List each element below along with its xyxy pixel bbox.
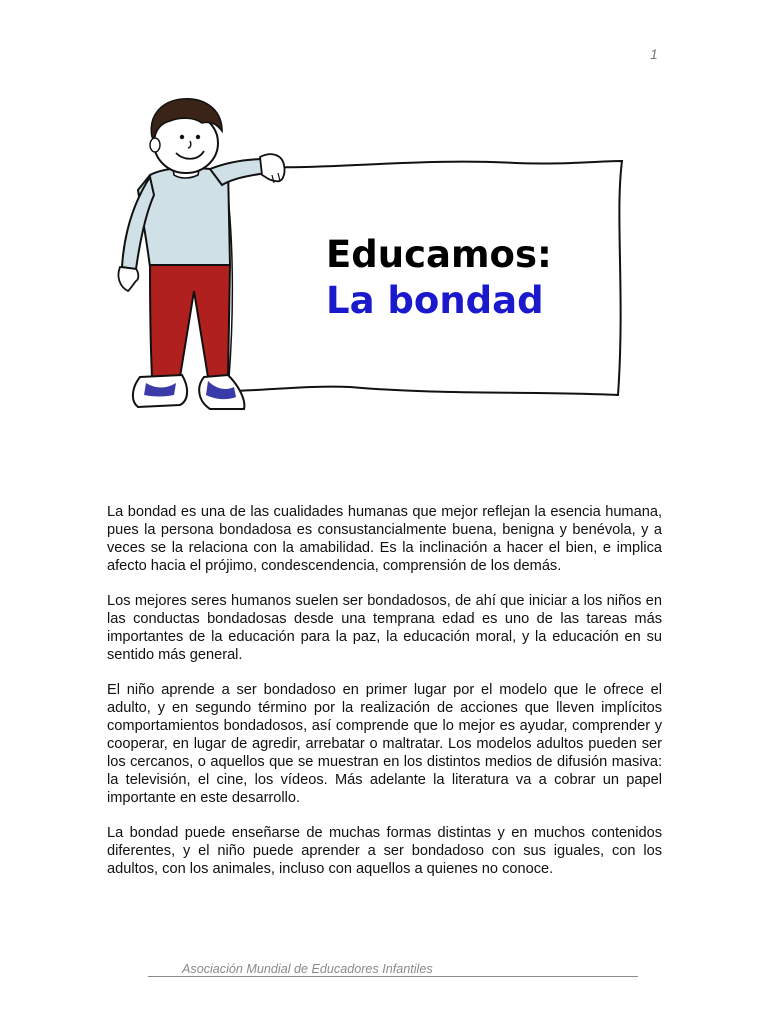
page-number: 1 [650, 46, 658, 62]
footer [148, 962, 638, 977]
paragraph-4: La bondad puede enseñarse de muchas formas distintas y en muchos contenidos diferentes, y el niño puede aprender a ser bondadoso con sus iguales, con los adultos, con los animales, incluso con aquellos a quienes no conoce. [107, 825, 662, 877]
banner-title [326, 232, 586, 324]
paragraph-3: El niño aprende a ser bondadoso en primer lugar por el modelo que le ofrece el adulto, y en segundo término por la realización de acciones que lleven implícitos comportamientos bondadosos, así comprende que lo mejor es ayudar, comprender y cooperar, en lugar de agredir, arrebatar o maltratar. Los modelos adultos pueden ser los cercanos, o aquellos que se muestran en los distintos medios de difusión masiva: la televisión, el cine, los vídeos. Más adelante la literatura va a cobrar un papel importante en este desarrollo. [107, 682, 662, 806]
title-line-2: La bondad [326, 279, 544, 322]
footer-text: Asociación Mundial de Educadores Infantiles [182, 962, 433, 976]
body-text [107, 503, 662, 895]
footer-rule-right [433, 964, 638, 977]
title-line-1: Educamos: [326, 233, 552, 276]
paragraph-2: Los mejores seres humanos suelen ser bondadosos, de ahí que iniciar a los niños en las conductas bondadosas desde una temprana edad es uno de las tareas más importantes de la educación para la paz, la educación moral, y la educación en su sentido más general. [107, 593, 662, 663]
boy-pants [150, 265, 230, 377]
footer-rule-left [148, 964, 182, 977]
paragraph-1: La bondad es una de las cualidades humanas que mejor reflejan la esencia humana, pues la persona bondadosa es consustancialmente buena, benigna y benévola, y a veces se la relaciona con la amabilidad. Es la inclinación a hacer el bien, e implica afecto hacia el prójimo, condescendencia, comprensión de los demás. [107, 504, 662, 574]
